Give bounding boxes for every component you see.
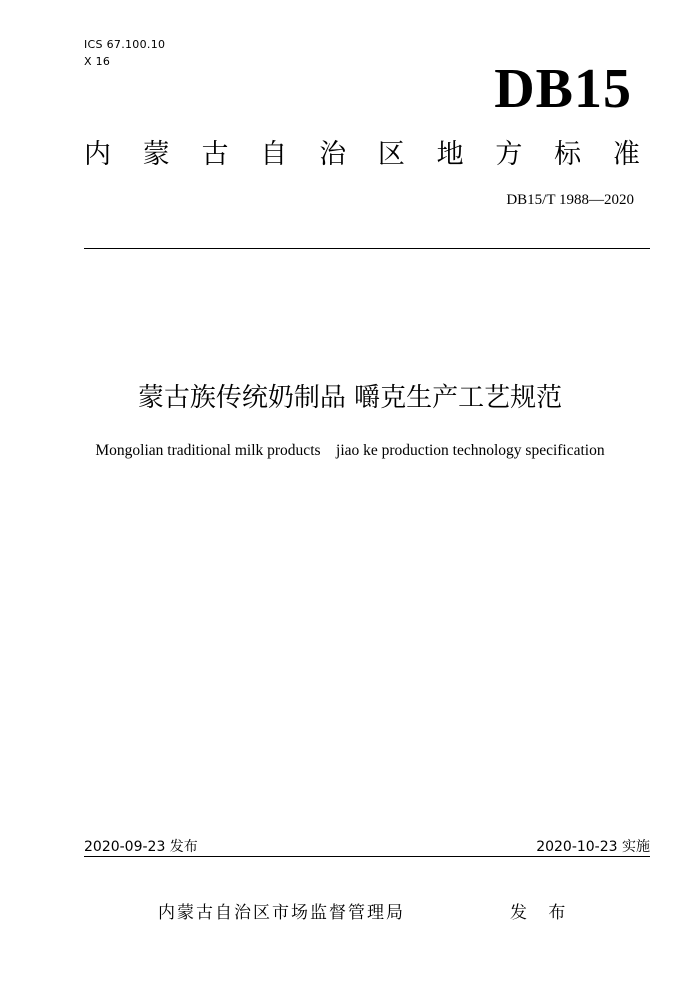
- standard-type-char: 方: [495, 139, 523, 170]
- standard-type-char: 区: [377, 139, 405, 170]
- standard-type-char: 蒙: [142, 139, 170, 170]
- standard-type-char: 内: [84, 139, 111, 170]
- issue-label: 发 布: [510, 903, 574, 923]
- standard-type-char: 地: [436, 139, 464, 170]
- classification-codes: [84, 36, 165, 70]
- header-divider: [84, 248, 650, 249]
- standard-number: DB15/T 1988—2020: [506, 192, 634, 208]
- standard-type-char: 治: [319, 139, 347, 170]
- standard-type-char: 自: [260, 139, 288, 170]
- publish-date: 2020-09-23 发布: [84, 839, 198, 855]
- standard-type-char: 古: [201, 139, 229, 170]
- standard-type-char: 准: [612, 139, 640, 170]
- document-title-chinese: 蒙古族传统奶制品 嚼克生产工艺规范: [137, 383, 563, 413]
- standard-type-title: [84, 135, 640, 175]
- standard-type-char: 标: [554, 139, 582, 170]
- issuing-authority: 内蒙古自治区市场监督管理局: [158, 903, 405, 923]
- ics-code: ICS 67.100.10: [84, 38, 166, 51]
- footer-divider: [84, 856, 650, 857]
- implement-date: 2020-10-23 实施: [536, 839, 650, 855]
- standard-logo: DB15: [494, 58, 632, 120]
- document-title-english: Mongolian traditional milk products jiao ke production technology specification: [95, 442, 605, 459]
- ccs-code: X 16: [84, 55, 111, 68]
